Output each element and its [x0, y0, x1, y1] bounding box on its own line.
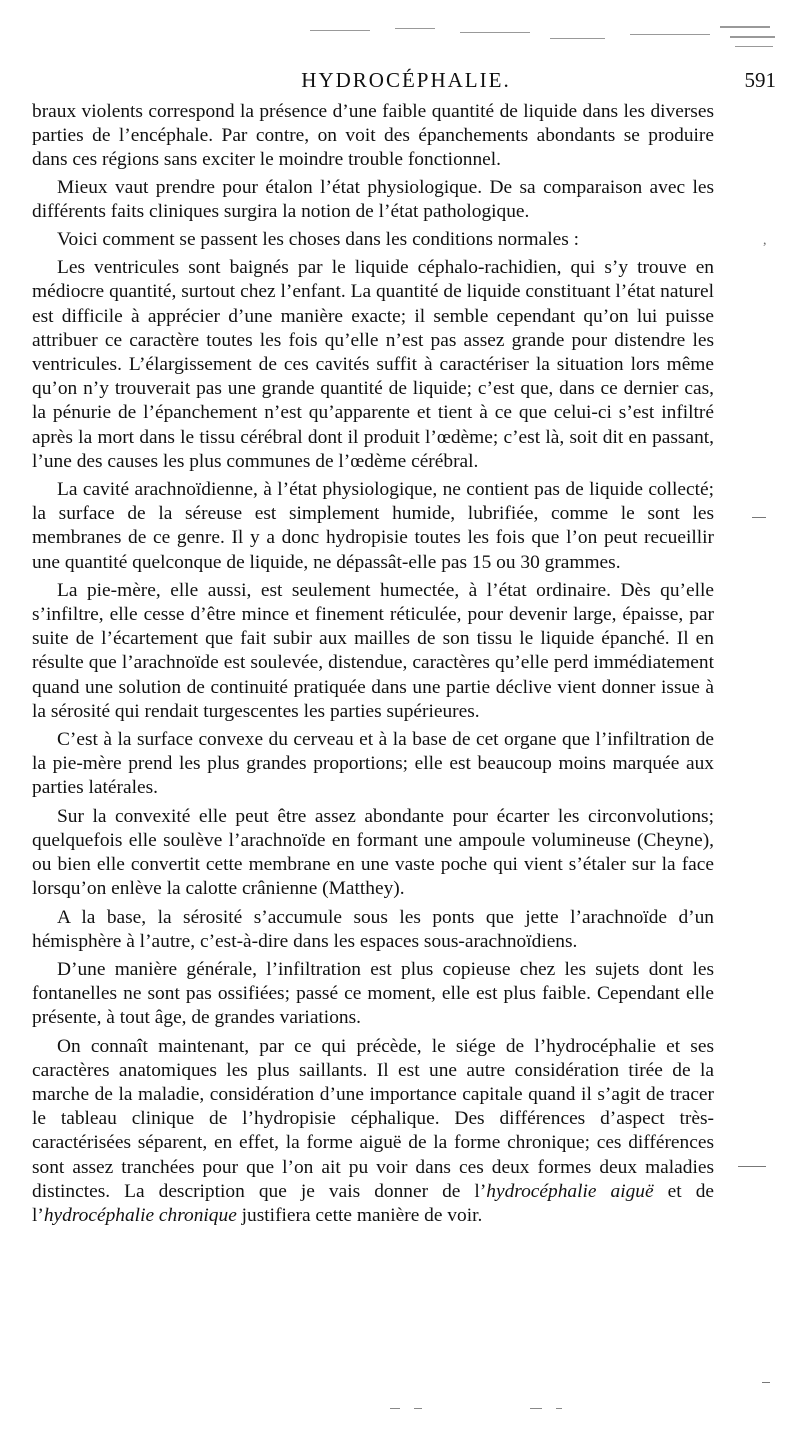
paragraph: A la base, la sérosité s’accumule sous les ponts que jette l’arachnoïde d’un hémisphère à l’autre, c’est-à-dire dans les espaces sous-arachnoïdiens.: [32, 906, 714, 952]
paragraph: Les ventricules sont baignés par le liquide céphalo-rachidien, qui s’y trouve en médiocre quantité, surtout chez l’enfant. La quantité de liquide constituant l’état naturel est difficile à apprécier d’une manière exacte; il semble cependant qu’on lui puisse attribuer ce caractère toutes les fois qu’elle n’est pas assez grande pour distendre les ventricules. L’élargissement de ces cavités suffit à caractériser la situation lors même qu’on n’y trouverait pas une grande quantité de liquide; c’est que, dans ce dernier cas, la pénurie de l’épanchement n’est qu’apparente et tient à ce que celui-ci s’est infiltré après la mort dans le tissu cérébral dont il produit l’œdème; c’est là, soit dit en passant, l’une des causes les plus communes de l’œdème cérébral.: [32, 257, 714, 472]
scan-noise-bottom: [380, 1406, 620, 1412]
paragraph: D’une manière générale, l’infiltration est plus copieuse chez les sujets dont les fontanelles ne sont pas ossifiées; passé ce moment, elle est plus faible. Cependant elle présente, à tout âge, de grandes variations.: [32, 958, 714, 1029]
paragraph: La pie-mère, elle aussi, est seulement humectée, à l’état ordinaire. Dès qu’elle s’infiltre, elle cesse d’être mince et finement réticulée, pour devenir large, épaisse, par suite de l’écartement que fait subir aux mailles de son tissu le liquide épanché. Il en résulte que l’arachnoïde est soulevée, distendue, caractères qu’elle perd immédiatement quand une solution de continuité pratiquée dans une partie déclive vient donner issue à la sérosité qui rendait turgescentes les parties supérieures.: [32, 579, 714, 722]
term-acute-hydrocephalus: hydrocéphalie aiguë: [486, 1180, 654, 1202]
paragraph: Sur la convexité elle peut être assez abondante pour écarter les circonvolutions; quelquefois elle soulève l’arachnoïde en formant une ampoule volumineuse (Cheyne), ou bien elle convertit cette membrane en une vaste poche qui vient s’étaler sur la face lorsqu’on enlève la calotte crânienne (Matthey).: [32, 805, 714, 900]
final-text-middle: et de l’: [32, 1180, 714, 1226]
scan-noise-top: [300, 18, 780, 58]
paragraph: braux violents correspond la présence d’une faible quantité de liquide dans les diverses parties de l’encéphale. Par contre, on voit des épanchements abondants se produire dans ces régions sans exciter le moindre trouble fonctionnel.: [32, 101, 714, 171]
body-text: [32, 100, 714, 1232]
paragraph-final: [32, 1035, 714, 1229]
margin-mark: ,: [763, 233, 767, 248]
margin-mark: [738, 1166, 766, 1167]
paragraph: Mieux vaut prendre pour étalon l’état physiologique. De sa comparaison avec les différents faits cliniques surgira la notion de l’état pathologique.: [32, 176, 714, 222]
page-number: 591: [744, 68, 776, 92]
term-chronic-hydrocephalus: hydrocéphalie chronique: [43, 1204, 237, 1226]
final-text-start: On connaît maintenant, par ce qui précède, le siége de l’hydrocéphalie et ses caractères anatomiques les plus saillants. Il est une autre considération tirée de la marche de la maladie, considération d’une importance capitale quand il s’agit de tracer le tableau clinique de l’hydropisie céphalique. Des différences d’aspect très-caractérisées séparent, en effet, la forme aiguë de la forme chronique; ces différences sont assez tranchées pour que l’on ait pu voir dans ces deux formes deux maladies distinctes. La description que je vais donner de l’: [32, 1035, 714, 1202]
margin-mark: [762, 1382, 770, 1383]
margin-mark: [752, 517, 766, 518]
paragraph: Voici comment se passent les choses dans les conditions normales :: [57, 229, 580, 251]
running-title: HYDROCÉPHALIE.: [301, 68, 511, 92]
final-text-end: justifiera cette manière de voir.: [236, 1204, 483, 1226]
page-header: [30, 68, 782, 98]
paragraph: C’est à la surface convexe du cerveau et à la base de cet organe que l’infiltration de la pie-mère prend les plus grandes proportions; elle est beaucoup moins marquée aux parties latérales.: [32, 729, 714, 799]
paragraph: La cavité arachnoïdienne, à l’état physiologique, ne contient pas de liquide collecté; la surface de la séreuse est simplement humide, lubrifiée, comme le sont les membranes de ce genre. Il y a donc hydropisie toutes les fois que l’on peut recueillir une quantité quelconque de liquide, ne dépassât-elle pas 15 ou 30 grammes.: [32, 479, 714, 573]
